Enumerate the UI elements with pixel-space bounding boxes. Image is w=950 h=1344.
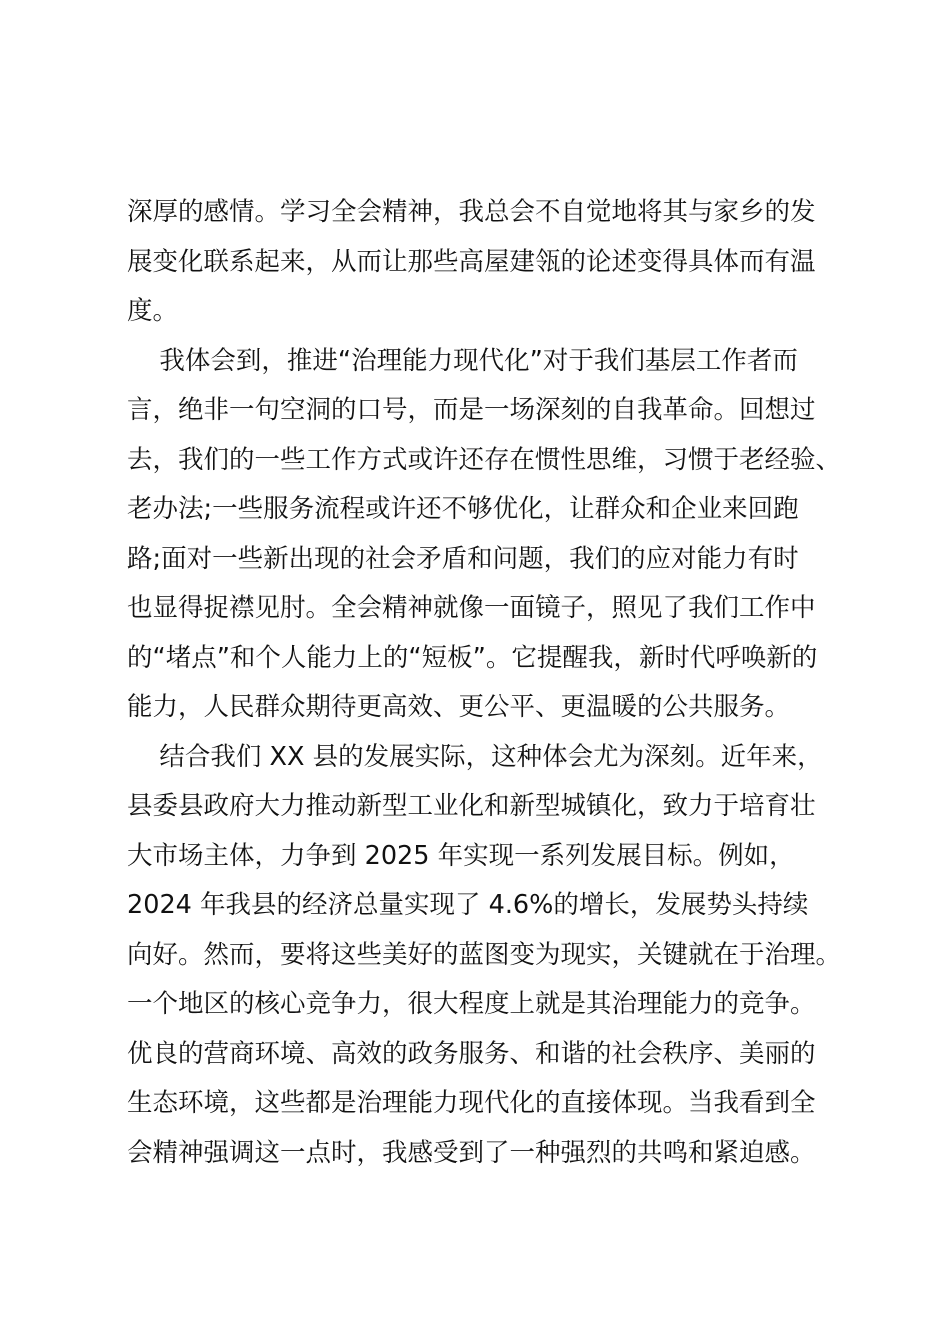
text-line: 能力，人民群众期待更高效、更公平、更温暖的公共服务。 xyxy=(127,692,791,722)
text-line: 路;面对一些新出现的社会矛盾和问题，我们的应对能力有时 xyxy=(127,543,799,574)
text-line: 会精神强调这一点时，我感受到了一种强烈的共鸣和紧迫感。 xyxy=(127,1137,816,1168)
text-line: 去，我们的一些工作方式或许还存在惯性思维，习惯于老经验、 xyxy=(127,444,842,475)
text-line: 结合我们 XX 县的发展实际，这种体会尤为深刻。近年来， xyxy=(127,741,823,772)
text-line: 县委县政府大力推动新型工业化和新型城镇化，致力于培育壮 xyxy=(127,791,816,821)
text-line: 大市场主体，力争到 2025 年实现一系列发展目标。例如， xyxy=(127,840,795,871)
text-line: 也显得捉襟见肘。全会精神就像一面镜子，照见了我们工作中 xyxy=(127,593,816,623)
text-line: 度。 xyxy=(127,296,179,326)
text-line: 优良的营商环境、高效的政务服务、和谐的社会秩序、美丽的 xyxy=(127,1038,816,1069)
text-line: 深厚的感情。学习全会精神，我总会不自觉地将其与家乡的发 xyxy=(127,197,816,227)
text-line: 的“堵点”和个人能力上的“短板”。它提醒我，新时代呼唤新的 xyxy=(127,642,818,673)
text-line: 向好。然而，要将这些美好的蓝图变为现实，关键就在于治理。 xyxy=(127,939,842,970)
text-line: 生态环境，这些都是治理能力现代化的直接体现。当我看到全 xyxy=(127,1088,816,1118)
text-line: 2024 年我县的经济总量实现了 4.6%的增长，发展势头持续 xyxy=(127,890,809,920)
text-line: 一个地区的核心竞争力，很大程度上就是其治理能力的竞争。 xyxy=(127,989,816,1019)
text-line: 言，绝非一句空洞的口号，而是一场深刻的自我革命。回想过 xyxy=(127,395,816,425)
document-body xyxy=(127,188,842,1178)
text-line: 我体会到，推进“治理能力现代化”对于我们基层工作者而 xyxy=(127,345,798,376)
text-line: 展变化联系起来，从而让那些高屋建瓴的论述变得具体而有温 xyxy=(127,246,816,277)
text-line: 老办法;一些服务流程或许还不够优化，让群众和企业来回跑 xyxy=(127,494,799,524)
